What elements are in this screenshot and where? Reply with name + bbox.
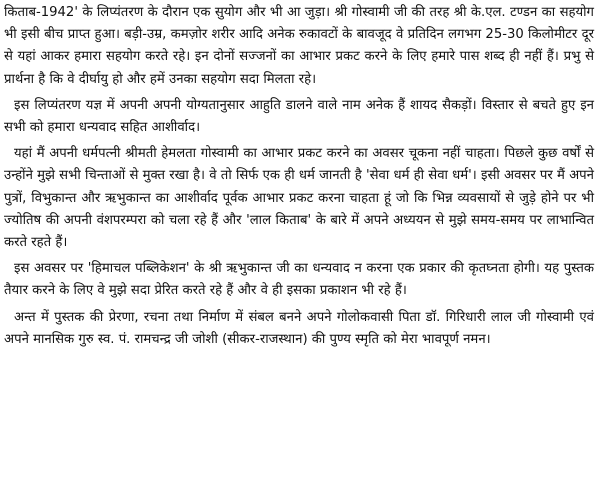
paragraph-publisher-thanks: इस अवसर पर 'हिमाचल पब्लिकेशन' के श्री ऋभुकान्त जी का धन्यवाद न करना एक प्रकार की कृतघ्नता होगी। यह पुस्तक तैयार करने के लिए वे मुझे सदा प्रेरित करते रहे हैं और वे ही इसका प्रकाशन भी रहे हैं। [4,261,594,299]
paragraph-contributors: इस लिप्यंतरण यज्ञ में अपनी अपनी योग्यतानुसार आहुति डालने वाले नाम अनेक हैं शायद सैकड़ों। विस्तार से बचते हुए इन सभी को हमारा धन्यवाद सहित आशीर्वाद। [4,97,594,136]
paragraph-tandon-thanks: किताब-1942' के लिप्यंतरण के दौरान एक सुयोग और भी आ जुड़ा। श्री गोस्वामी जी की तरह श्री के.एल. टण्डन का सहयोग भी इसी बीच प्राप्त हुआ। बड़ी-उम्र, कमज़ोर शरीर आदि अनेक रुकावटों के बावजूद वे प्रतिदिन लगभग 25-30 किलोमीटर दूर से यहां आकर हमारा सहयोग करते रहे। इन दोनों सज्जनों का आभार प्रकट करने के लिए हमारे पास शब्द ही नहीं हैं। प्रभु से प्रार्थना है कि वे दीर्घायु हो और हमें उनका सहयोग सदा मिलता रहे। [4,5,594,87]
paragraph-tribute: अन्त में पुस्तक की प्रेरणा, रचना तथा निर्माण में संबल बनने अपने गोलोकवासी पिता डॉ. गिरिधारी लाल जी गोस्वामी एवं अपने मानसिक गुरु स्व. पं. रामचन्द्र जी जोशी (सीकर-राजस्थान) की पुण्य स्मृति को मेरा भावपूर्ण नमन। [4,309,594,347]
paragraph-family-thanks: यहां मैं अपनी धर्मपत्नी श्रीमती हेमलता गोस्वामी का आभार प्रकट करने का अवसर चूकना नहीं चाहता। पिछले कुछ वर्षों से उन्होंने मुझे सभी चिन्ताओं से मुक्त रखा है। वे तो सिर्फ एक ही धर्म जानती है 'सेवा धर्म ही सेवा धर्म'। इसी अवसर पर मैं अपने पुत्रों, विभुकान्त और ऋभुकान्त का आशीर्वाद पूर्वक आभार प्रकट करना चाहता हूं जो कि भिन्न व्यवसायों से जुड़े होने पर भी ज्योतिष की अपनी वंशपरम्परा को चला रहे हैं और 'लाल किताब' के बारे में अपने अध्ययन से मुझे समय-समय पर लाभान्वित करते रहते हैं। [4,146,594,251]
